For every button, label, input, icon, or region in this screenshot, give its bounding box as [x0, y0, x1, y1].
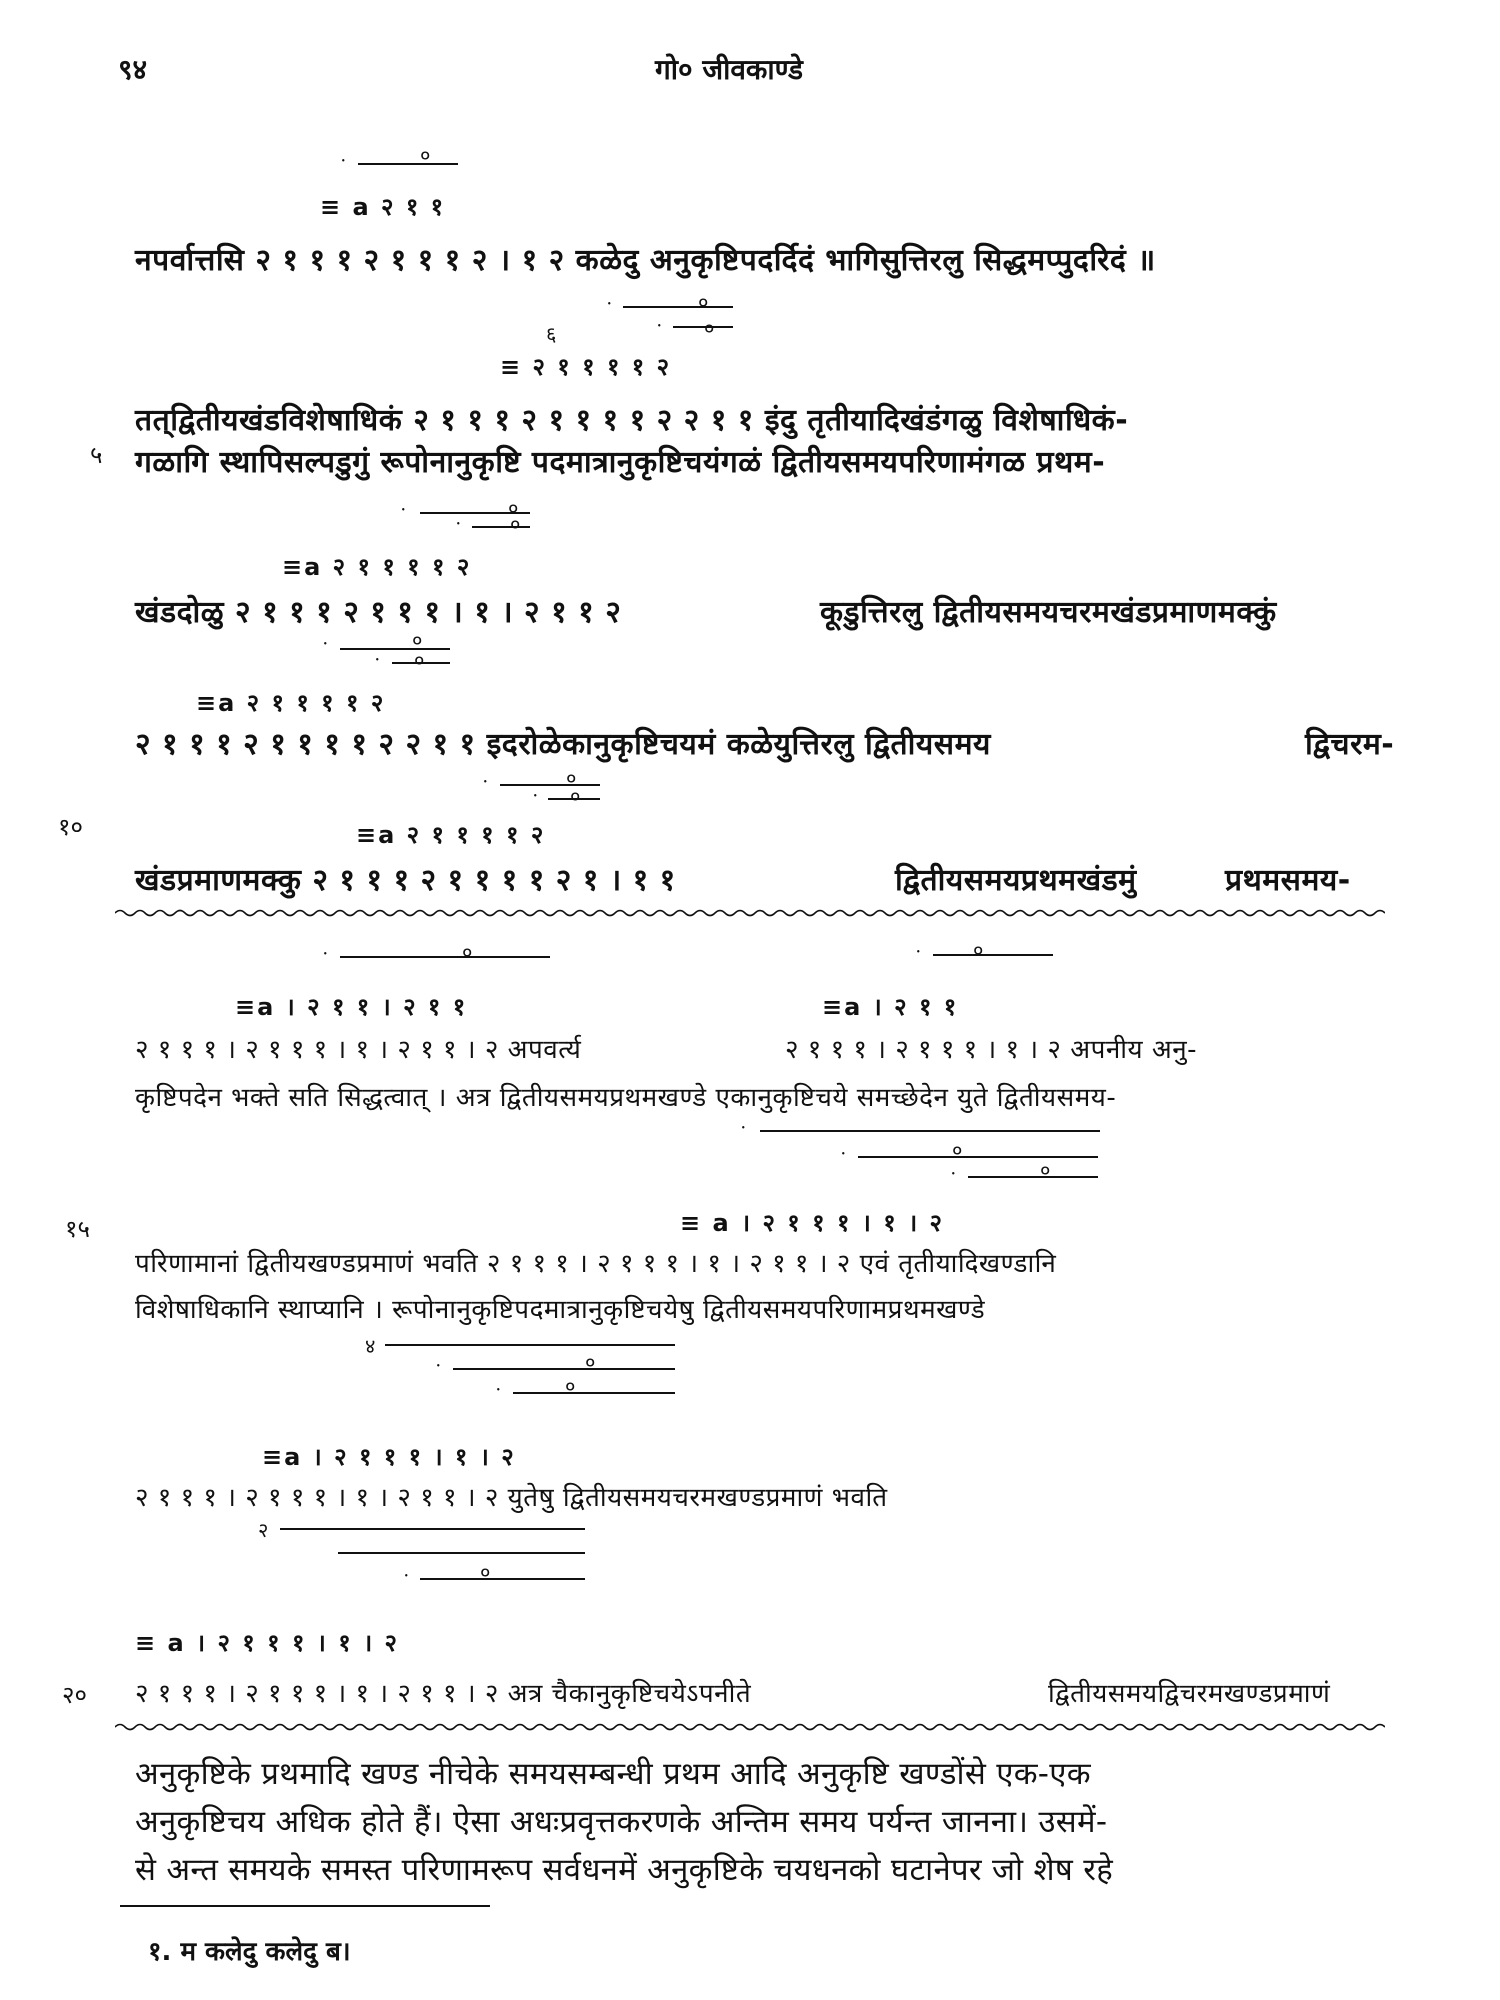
notation-zero: ० — [462, 940, 473, 964]
sanskrit-line-3: परिणामानां द्वितीयखण्डप्रमाणं भवति २ १ १ १ । २ १ १ १ । १ । २ १ १ । २ एवं तृतीयादिखण्डानि — [135, 1249, 1057, 1279]
fraction-bar — [760, 1130, 1100, 1132]
hindi-line-2: अनुकृष्टिचय अधिक होते हैं। ऐसा अधःप्रवृत्तकरणके अन्तिम समय पर्यन्त जानना। उसमें- — [135, 1804, 1108, 1840]
fraction-bar — [280, 1528, 585, 1530]
notation-tilde: ॱ — [340, 153, 347, 177]
notation-zero: ० — [585, 1350, 596, 1374]
notation-tilde-2: ॱ — [532, 788, 539, 812]
sanskrit-line-1a: २ १ १ १ । २ १ १ १ । १ । २ १ १ । २ अपवर्त्य — [135, 1035, 582, 1065]
notation-zero: ० — [412, 628, 423, 652]
fraction-bar-3 — [420, 1578, 585, 1580]
overline-notation-5: ≡a २ १ १ १ १ २ — [356, 821, 546, 849]
sanskrit-line-1b: २ १ १ १ । २ १ १ १ । १ । २ अपनीय अनु- — [785, 1035, 1198, 1065]
notation-tilde-2: ॱ — [950, 1166, 957, 1190]
overline-notation-6b: ≡a । २ १ १ — [822, 993, 959, 1021]
notation-ring: ० — [480, 1560, 491, 1584]
notation-zero-2: ० — [510, 512, 521, 536]
hindi-line-3: से अन्त समयके समस्त परिणामरूप सर्वधनमें अनुकृष्टिके चयधनको घटानेपर जो शेष रहे — [135, 1852, 1113, 1888]
sanskrit-line-4: विशेषाधिकानि स्थाप्यानि । रूपोनानुकृष्टिपदमात्रानुकृष्टिचयेषु द्वितीयसमयपरिणामप्रथमखण्डे — [135, 1295, 986, 1325]
notation-zero-2: ० — [570, 784, 581, 808]
fraction-bar-2 — [673, 326, 733, 328]
fraction-bar-2 — [453, 1368, 675, 1370]
notation-tilde-2: ॱ — [455, 516, 462, 540]
fraction-bar-3 — [968, 1176, 1098, 1178]
line-number-20: २० — [62, 1681, 87, 1709]
overline-notation-8: ≡a । २ १ १ १ । १ । २ — [262, 1443, 516, 1471]
notation-zero: ० — [952, 1138, 963, 1162]
notation-tilde: ॱ — [435, 1358, 442, 1382]
overline-notation-4: ≡a २ १ १ १ १ २ — [196, 689, 386, 717]
kannada-line-4a: खंडदोळु २ १ १ १ २ १ १ १ । १ । २ १ १ २ — [135, 595, 622, 630]
overline-notation-9: ≡ a । २ १ १ १ । १ । २ — [135, 1629, 400, 1657]
notation-zero: ० — [420, 143, 431, 167]
notation-zero-2: ० — [565, 1374, 576, 1398]
line-number-15: १५ — [65, 1215, 90, 1243]
notation-tilde: ॱ — [403, 1568, 410, 1592]
kannada-line-1: नपर्वात्तसि २ १ १ १ २ १ १ १ २ । १ २ कळेदु अनुकृष्टिपदर्दिदं भागिसुत्तिरलु सिद्धमप्पुदरिदं ॥ — [135, 243, 1156, 278]
sanskrit-line-6b: द्वितीयसमयद्विचरमखण्डप्रमाणं — [1048, 1679, 1331, 1709]
line-number-10: १० — [58, 813, 83, 841]
fraction-bar — [340, 956, 550, 958]
fraction-bar — [623, 306, 733, 308]
notation-tilde: ॱ — [400, 502, 407, 526]
notation-tilde: ॱ — [482, 774, 489, 798]
fraction-bar-3 — [513, 1392, 675, 1394]
line-number-5: ५ — [90, 441, 103, 469]
footnote-rule — [120, 1905, 490, 1907]
notation-zero-2: ० — [414, 648, 425, 672]
fraction-bar — [500, 784, 600, 786]
overline-notation-2: ≡ २ १ १ १ १ २ — [500, 353, 672, 381]
notation-tilde-2: ॱ — [495, 1382, 502, 1406]
kannada-line-6b: द्वितीयसमयप्रथमखंडमुं — [895, 863, 1137, 898]
notation-k6: ६ — [546, 322, 557, 346]
fraction-bar-2 — [858, 1156, 1098, 1158]
kannada-line-2: तत्‌द्वितीयखंडविशेषाधिकं २ १ १ १ २ १ १ १ १ २ २ १ १ इंदु तृतीयादिखंडंगळु विशेषाधिकं- — [135, 403, 1129, 438]
hindi-line-1: अनुकृष्टिके प्रथमादि खण्ड नीचेके समयसम्बन्धी प्रथम आदि अनुकृष्टि खण्डोंसे एक-एक — [135, 1756, 1091, 1792]
fraction-bar — [385, 1344, 675, 1346]
notation-zero: ० — [566, 766, 577, 790]
overline-notation-1: ≡ a २ १ १ — [320, 193, 446, 221]
notation-k4: ४ — [365, 1334, 376, 1358]
overline-notation-7: ≡ a । २ १ १ १ । १ । २ — [680, 1209, 945, 1237]
wavy-separator — [115, 908, 1385, 918]
fraction-bar — [933, 954, 1053, 956]
notation-tilde-2: ॱ — [374, 652, 381, 676]
fraction-bar — [340, 648, 450, 650]
notation-zero-2: ० — [704, 316, 715, 340]
wavy-separator-2 — [115, 1722, 1385, 1732]
notation-zero: ० — [973, 938, 984, 962]
notation-tilde: ॱ — [606, 296, 613, 320]
kannada-line-4b: कूडुत्तिरलु द्वितीयसमयचरमखंडप्रमाणमक्कुं — [820, 595, 1277, 630]
notation-zero: ० — [508, 496, 519, 520]
sanskrit-line-6a: २ १ १ १ । २ १ १ १ । १ । २ १ १ । २ अत्र चैकानुकृष्टिचयेऽपनीते — [135, 1679, 752, 1709]
overline-notation-6a: ≡a । २ १ १ । २ १ १ — [235, 993, 468, 1021]
notation-k1: ॱ — [740, 1120, 747, 1144]
kannada-line-3: गळागि स्थापिसल्पडुगुं रूपोनानुकृष्टि पदमात्रानुकृष्टिचयंगळं द्वितीयसमयपरिणामंगळ प्रथम- — [135, 445, 1106, 480]
notation-tilde: ॱ — [322, 636, 329, 660]
notation-tilde: ॱ — [322, 946, 329, 970]
notation-zero-2: ० — [1040, 1158, 1051, 1182]
running-title: गो० जीवकाण्डे — [655, 53, 803, 86]
fraction-bar — [358, 163, 458, 165]
kannada-line-6c: प्रथमसमय- — [1225, 863, 1351, 898]
page-number: ९४ — [118, 53, 148, 86]
notation-tilde: ॱ — [915, 944, 922, 968]
notation-zero: ० — [698, 290, 709, 314]
footnote: १. म कलेदु कलेदु ब। — [148, 1937, 351, 1967]
kannada-line-5b: द्विचरम- — [1305, 727, 1395, 762]
fraction-bar-2 — [338, 1552, 585, 1554]
notation-tilde-2: ॱ — [656, 318, 663, 342]
kannada-line-5a: २ १ १ १ २ १ १ १ १ २ २ १ १ इदरोळेकानुकृष्टिचयमं कळेयुत्तिरलु द्वितीयसमय — [135, 727, 991, 762]
notation-k2: २ — [258, 1518, 269, 1542]
fraction-bar-2 — [472, 526, 530, 528]
kannada-line-6a: खंडप्रमाणमक्कु २ १ १ १ २ १ १ १ १ २ १ । १ १ — [135, 863, 676, 898]
sanskrit-line-2: कृष्टिपदेन भक्ते सति सिद्धत्वात् । अत्र द्वितीयसमयप्रथमखण्डे एकानुकृष्टिचये समच्छेदेन युते द्वितीयसमय- — [135, 1083, 1117, 1113]
sanskrit-line-5: २ १ १ १ । २ १ १ १ । १ । २ १ १ । २ युतेषु द्वितीयसमयचरमखण्डप्रमाणं भवति — [135, 1483, 888, 1513]
overline-notation-3: ≡a २ १ १ १ १ २ — [282, 553, 472, 581]
notation-tilde: ॱ — [840, 1146, 847, 1170]
